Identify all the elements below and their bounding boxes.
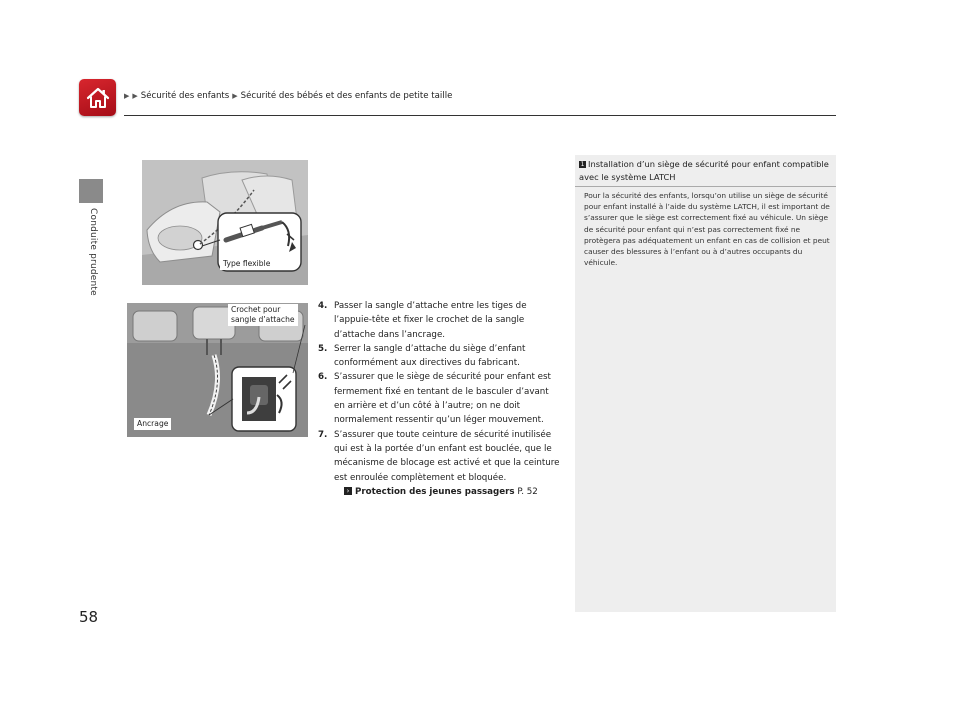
triangle-right-icon: ▶ — [232, 92, 238, 100]
step-number: 4. — [318, 301, 328, 311]
breadcrumb-item-child-safety[interactable]: Sécurité des enfants — [140, 91, 230, 101]
callout-tether-hook-line1: Crochet pour — [231, 305, 281, 314]
step-text: S’assurer que toute ceinture de sécurité inutilisée qui est à la portée d’un enfant est bouclée, que le mécanisme de blocage est activé et que la ceinture est enroulée complètement et bloquée. — [334, 429, 560, 483]
side-note-body: Pour la sécurité des enfants, lorsqu’on utilise un siège de sécurité pour enfant installé à l’aide du système LATCH, il est important de s’assurer que le siège est correctement fixé au véhicule. Un siège de sécurité pour enfant qui n’est pas correctement fixé ne protègera pas adéquatement un enfant en cas de collision et peut causer des blessures à l’enfant ou à d’autres occupants du véhicule. — [584, 191, 830, 268]
cross-reference-link[interactable] — [318, 485, 561, 499]
step-item — [318, 342, 561, 371]
section-tab[interactable] — [79, 179, 103, 203]
step-item — [318, 370, 561, 427]
callout-tether-hook-line2: sangle d’attache — [231, 315, 295, 324]
home-icon — [85, 86, 111, 110]
page-number: 58 — [79, 608, 99, 626]
note-marker-icon: 1 — [580, 161, 585, 168]
xref-page: P. 52 — [517, 486, 538, 497]
breadcrumb — [124, 91, 452, 101]
tether-anchor-illustration — [127, 303, 308, 437]
triangle-right-icon: ▶ — [132, 92, 138, 100]
xref-title: Protection des jeunes passagers — [355, 486, 515, 497]
xref-arrow-icon: › — [344, 487, 352, 495]
step-number: 7. — [318, 429, 328, 440]
triangle-right-icon: ▶ — [124, 92, 130, 100]
header-divider — [124, 115, 836, 116]
side-note-title-text: Installation d’un siège de sécurité pour enfant compatible avec le système LATCH — [579, 159, 829, 182]
step-text: S’assurer que le siège de sécurité pour enfant est fermement fixé en tentant de le basculer d’avant en arrière et d’un côté à l’autre; on ne doit normalement ressentir qu’un léger mouvement. — [334, 372, 551, 426]
callout-tether-hook — [228, 304, 298, 326]
side-note-divider — [575, 186, 836, 187]
callout-flexible-type: Type flexible — [220, 258, 273, 270]
child-seat-tether-illustration — [142, 160, 308, 285]
breadcrumb-item-infant-safety[interactable]: Sécurité des bébés et des enfants de petite taille — [240, 91, 453, 101]
step-number: 6. — [318, 372, 328, 383]
step-text: Passer la sangle d’attache entre les tiges de l’appuie-tête et fixer le crochet de la sangle d’attache dans l’ancrage. — [334, 301, 527, 340]
side-note-title — [579, 158, 837, 184]
installation-steps — [318, 299, 561, 499]
home-button[interactable] — [79, 79, 116, 116]
callout-anchorage: Ancrage — [134, 418, 171, 430]
step-text: Serrer la sangle d’attache du siège d’enfant conformément aux directives du fabricant. — [334, 343, 526, 369]
step-item — [318, 428, 561, 485]
step-item — [318, 299, 561, 342]
section-label: Conduite prudente — [88, 208, 98, 296]
step-number: 5. — [318, 343, 328, 354]
